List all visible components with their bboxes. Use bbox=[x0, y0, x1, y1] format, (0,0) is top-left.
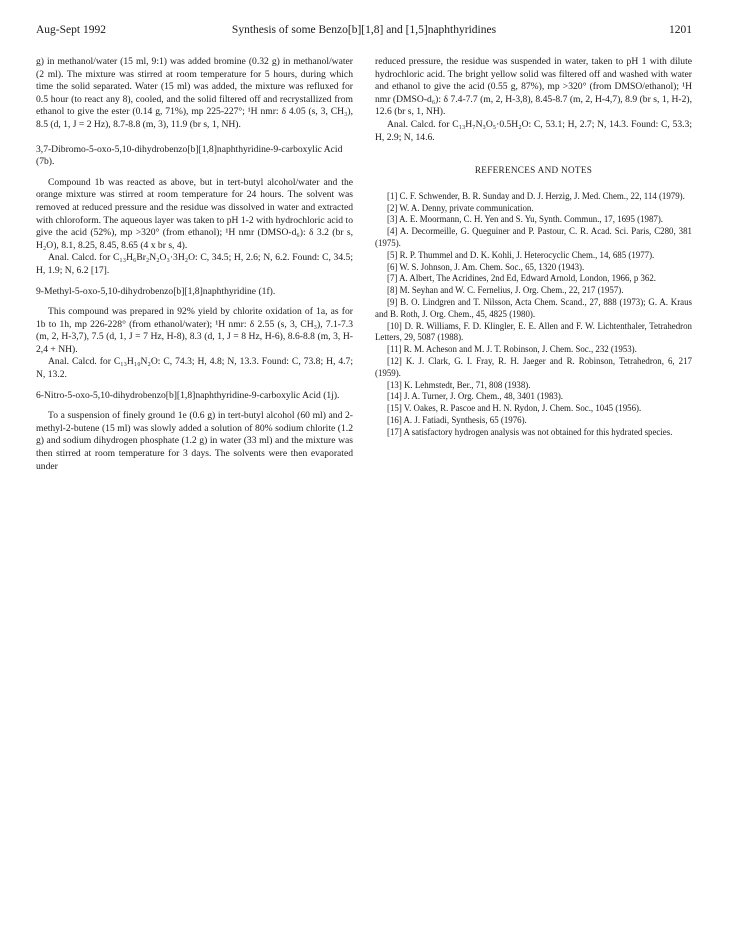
reference-item: [11] R. M. Acheson and M. J. T. Robinson, J. Chem. Soc., 232 (1953). bbox=[387, 344, 637, 355]
journal-date: Aug-Sept 1992 bbox=[36, 24, 106, 36]
reference-item: [13] K. Lehmstedt, Ber., 71, 808 (1938). bbox=[387, 379, 531, 390]
paragraph: This compound was prepared in 92% yield by chlorite oxidation of 1a, as for 1b to 1h, mp 226-228° (from ethanol/water); ¹H nmr: δ 2.55 (s, 3, CH₃), 7.1-7.3 (m, 2, H-3,7), 7.5 (d, 1, J = 7 Hz, H-8), 8.3 (d, 1, J = 8 Hz, H-6), 8.6-8.8 (m, 3, H-2,4 + NH). bbox=[36, 306, 353, 355]
reference-item: [9] B. O. Lindgren and T. Nilsson, Acta Chem. Scand., 27, 888 (1973); G. A. Kraus and B. Roth, J. Org. Chem., 45, 4825 (1980). bbox=[375, 296, 692, 319]
page-number: 1201 bbox=[669, 24, 692, 36]
reference-item: [8] M. Seyhan and W. C. Fernelius, J. Org. Chem., 22, 217 (1957). bbox=[387, 285, 624, 296]
reference-item: [4] A. Decormeille, G. Queguiner and P. Pastour, C. R. Acad. Sci. Paris, C280, 381 (1975). bbox=[375, 226, 692, 248]
paragraph: Compound 1b was reacted as above, but in tert-butyl alcohol/water and the orange mixture was stirred at room temperature for 24 hours. The solvent was removed at reduced pressure and the residue was dissolved in water and extracted with chloroform. The aqueous layer was taken to pH 1-2 with hydrochloric acid to give the acid (52%), mp >320° (from ethanol); ¹H nmr (DMSO-d₆): δ 3.2 (br s, H₂O), 8.1, 8.25, 8.45, 8.65 (4 x br s, 4). bbox=[36, 176, 353, 251]
running-title: Synthesis of some Benzo[b][1,8] and [1,5]naphthyridines bbox=[231, 24, 497, 36]
reference-item: [14] J. A. Turner, J. Org. Chem., 48, 3401 (1983). bbox=[387, 391, 563, 402]
references-list bbox=[375, 191, 692, 439]
reference-item: [10] D. R. Williams, F. D. Klingler, E. E. Allen and F. W. Lichtenthaler, Tetrahedron Letters, 29, 5087 (1988). bbox=[375, 320, 692, 343]
reference-item: [2] W. A. Denny, private communication. bbox=[387, 202, 534, 213]
right-column bbox=[375, 56, 692, 438]
analysis-line: Anal. Calcd. for C₁₃H₁₀N₂O: C, 74.3; H, 4.8; N, 13.3. Found: C, 73.8; H, 4.7; N, 13.2. bbox=[36, 356, 353, 381]
compound-heading: 3,7-Dibromo-5-oxo-5,10-dihydrobenzo[b][1,8]naphthyridine-9-carboxylic Acid (7b). bbox=[36, 143, 343, 168]
analysis-line: Anal. Calcd. for C₁₃H₆Br₂N₂O₃·3H₂O: C, 34.5; H, 2.6; N, 6.2. Found: C, 34.5; H, 1.9; N, 6.2 [17]. bbox=[36, 252, 353, 276]
reference-item: [5] R. P. Thummel and D. K. Kohli, J. Heterocyclic Chem., 14, 685 (1977). bbox=[387, 249, 655, 260]
reference-item: [6] W. S. Johnson, J. Am. Chem. Soc., 65, 1320 (1943). bbox=[387, 261, 585, 272]
paragraph: reduced pressure, the residue was suspended in water, taken to pH 1 with dilute hydrochloric acid. The bright yellow solid was filtered off and washed with water and ethanol to give the acid (0.55 g, 87%), mp >320° (from DMSO/ethanol); ¹H nmr (DMSO-d₆): δ 7.4-7.7 (m, 2, H-3,8), 8.45-8.7 (m, 2, H-4,7), 8.9 (br s, 1, H-2), 12.6 (br s, 1, NH). bbox=[375, 56, 692, 118]
paragraph: To a suspension of finely ground 1e (0.6 g) in tert-butyl alcohol (60 ml) and 2-methyl-2-butene (15 ml) was slowly added a solution of 80% sodium chlorite (1.2 g) and sodium dihydrogen phosphate (1.2 g) in water (33 ml) and the mixture was then stirred at room temperature for 3 days. The solvents were then evaporated under bbox=[36, 410, 353, 472]
reference-item: [7] A. Albert, The Acridines, 2nd Ed, Edward Arnold, London, 1966, p 362. bbox=[387, 273, 657, 284]
reference-item: [17] A satisfactory hydrogen analysis was not obtained for this hydrated species. bbox=[387, 426, 673, 437]
compound-heading: 9-Methyl-5-oxo-5,10-dihydrobenzo[b][1,8]naphthyridine (1f). bbox=[36, 285, 276, 297]
running-header bbox=[36, 24, 692, 40]
reference-item: [3] A. E. Moormann, C. H. Yen and S. Yu, Synth. Commun., 17, 1695 (1987). bbox=[387, 214, 664, 225]
left-column bbox=[36, 56, 353, 473]
paragraph: g) in methanol/water (15 ml, 9:1) was added bromine (0.32 g) in methanol/water (2 ml). The mixture was stirred at room temperature for 5 hours, during which time the solid separated. Water (15 ml) was added, the mixture was refluxed for 0.5 hour (to react any 8), cooled, and the solid filtered off and recrystallized from ethanol to give the ester (0.14 g, 71%), mp 225-227°; ¹H nmr: δ 4.05 (s, 3, CH₃), 8.5 (d, 1, J = 2 Hz), 8.7-8.8 (m, 3), 11.9 (br s, 1, NH). bbox=[36, 56, 353, 130]
reference-item: [12] K. J. Clark, G. I. Fray, R. H. Jaeger and R. Robinson, Tetrahedron, 6, 217 (1959). bbox=[375, 355, 692, 378]
reference-item: [15] V. Oakes, R. Pascoe and H. N. Rydon, J. Chem. Soc., 1045 (1956). bbox=[387, 403, 642, 414]
reference-item: [16] A. J. Fatiadi, Synthesis, 65 (1976). bbox=[387, 414, 527, 425]
analysis-line: Anal. Calcd. for C₁₃H₇N₃O₅·0.5H₂O: C, 53.1; H, 2.7; N, 14.3. Found: C, 53.3; H, 2.9; N, 14.6. bbox=[375, 118, 692, 143]
reference-item: [1] C. F. Schwender, B. R. Sunday and D. J. Herzig, J. Med. Chem., 22, 114 (1979). bbox=[387, 190, 685, 201]
compound-heading: 6-Nitro-5-oxo-5,10-dihydrobenzo[b][1,8]naphthyridine-9-carboxylic Acid (1j). bbox=[36, 389, 340, 401]
references-heading: REFERENCES AND NOTES bbox=[474, 165, 593, 176]
